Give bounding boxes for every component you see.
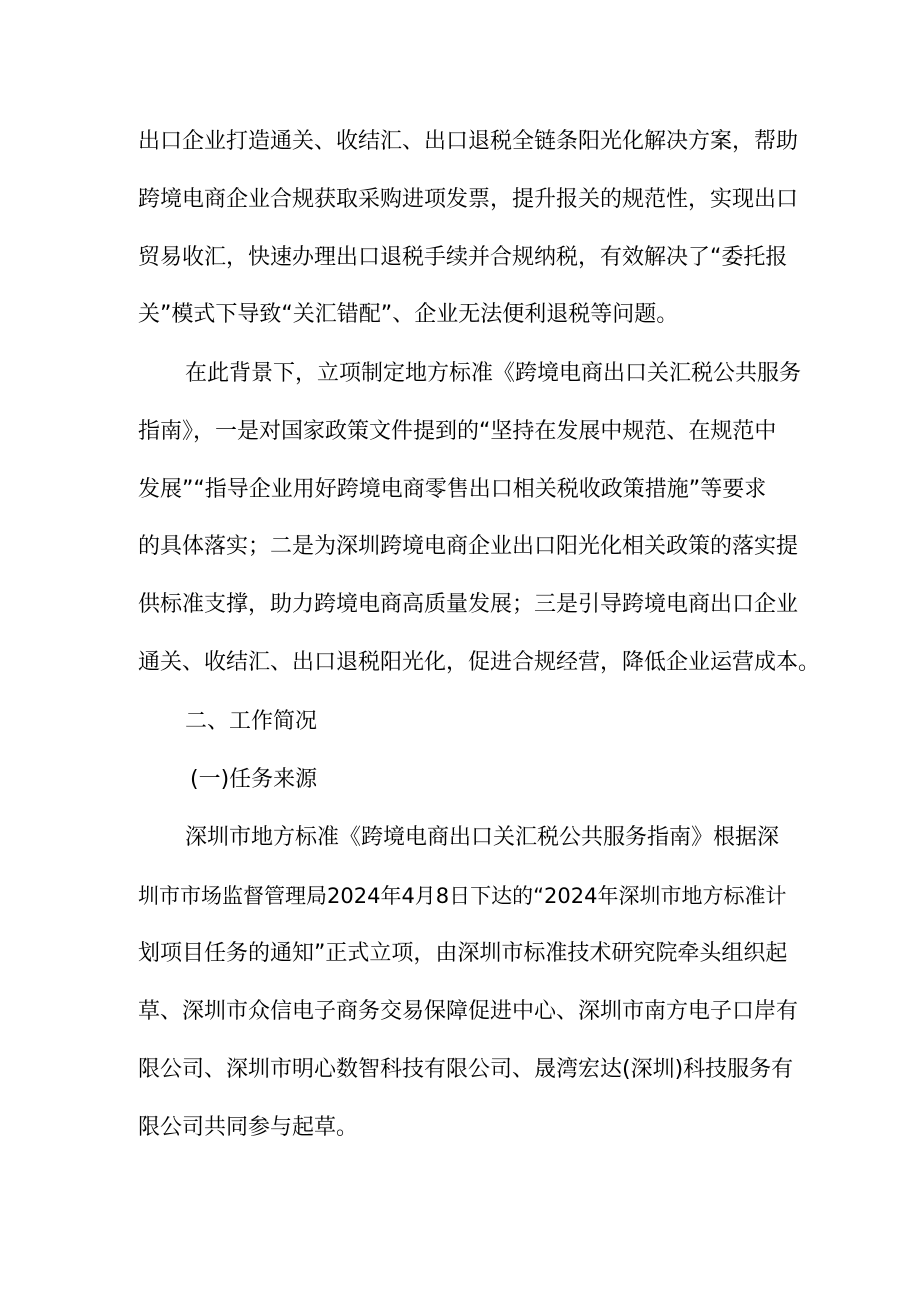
section-heading: 二、工作简况 (185, 709, 318, 734)
paragraph-line: 出口企业打造通关、收结汇、出口退税全链条阳光化解决方案，帮助 (138, 129, 799, 154)
paragraph-line: 关”模式下导致“关汇错配”、企业无法便利退税等问题。 (138, 302, 679, 327)
subsection-heading: (一)任务来源 (190, 767, 318, 792)
paragraph-line: 贸易收汇，快速办理出口退税手续并合规纳税，有效解决了“委托报 (138, 245, 788, 270)
paragraph-line: 在此背景下，立项制定地方标准《跨境电商出口关汇税公共服务 (185, 361, 802, 386)
paragraph-line: 圳市市场监督管理局2024年4月8日下达的“2024年深圳市地方标准计 (138, 884, 787, 908)
paragraph-line: 限公司、深圳市明心数智科技有限公司、晟湾宏达(深圳)科技服务有 (138, 1057, 794, 1082)
paragraph-line: 通关、收结汇、出口退税阳光化，促进合规经营，降低企业运营成本。 (138, 650, 821, 675)
paragraph-line: 跨境电商企业合规获取采购进项发票，提升报关的规范性，实现出口 (138, 187, 799, 212)
paragraph-line: 深圳市地方标准《跨境电商出口关汇税公共服务指南》根据深 (185, 825, 780, 850)
paragraph-line: 供标准支撑，助力跨境电商高质量发展；三是引导跨境电商出口企业 (138, 592, 799, 617)
paragraph-line: 发展”“指导企业用好跨境电商零售出口相关税收政策措施”等要求 (138, 477, 767, 502)
paragraph-line: 限公司共同参与起草。 (138, 1115, 359, 1140)
paragraph-line: 草、深圳市众信电子商务交易保障促进中心、深圳市南方电子口岸有 (138, 999, 799, 1024)
paragraph-line: 指南》，一是对国家政策文件提到的“坚持在发展中规范、在规范中 (138, 419, 777, 444)
paragraph-line: 划项目任务的通知”正式立项，由深圳市标准技术研究院牵头组织起 (138, 941, 788, 966)
paragraph-line: 的具体落实；二是为深圳跨境电商企业出口阳光化相关政策的落实提 (138, 534, 799, 559)
